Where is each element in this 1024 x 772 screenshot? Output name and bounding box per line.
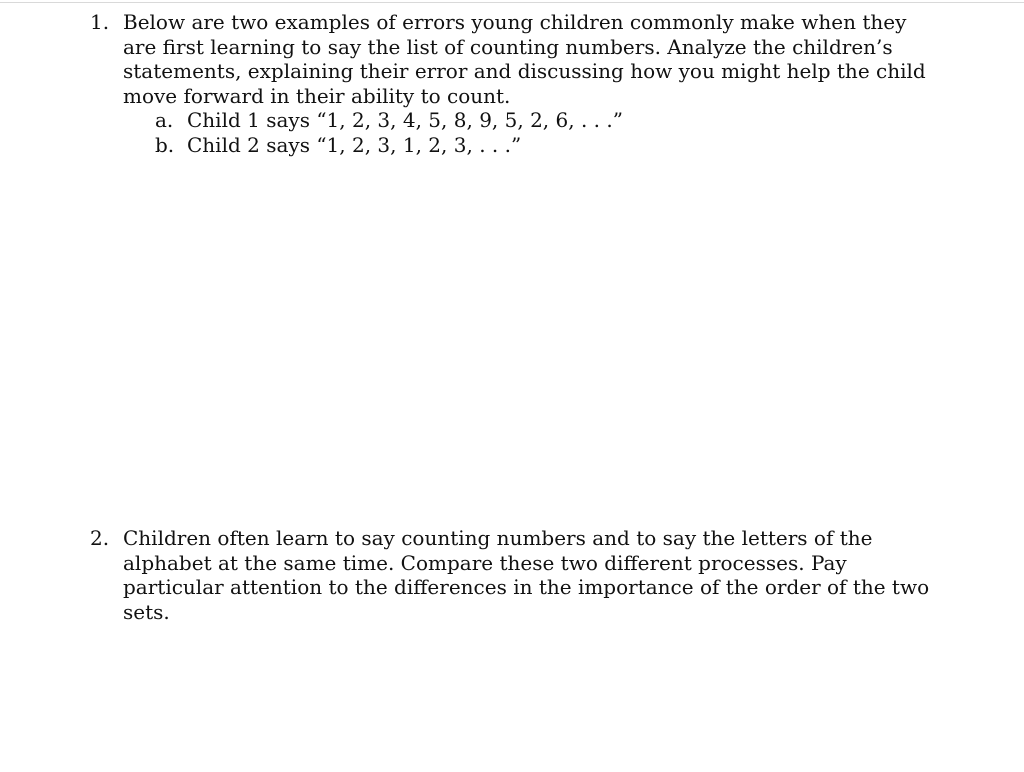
subitem-b bbox=[123, 133, 930, 158]
question-2-text: Children often learn to say counting numbers and to say the letters of the alphabet at the same time. Compare these two different processes. Pay particular attention to the differences in the importance of the order of the two sets. bbox=[123, 526, 930, 624]
question-2-body bbox=[123, 526, 930, 624]
page-top-divider bbox=[0, 2, 1024, 3]
subitem-a-text: Child 1 says “1, 2, 3, 4, 5, 8, 9, 5, 2, 6, . . .” bbox=[187, 108, 623, 133]
question-2-number: 2. bbox=[90, 526, 110, 550]
question-1 bbox=[90, 10, 930, 158]
subitem-a bbox=[123, 108, 930, 133]
subitem-a-letter: a. bbox=[155, 108, 174, 133]
question-1-number: 1. bbox=[90, 10, 110, 34]
question-2 bbox=[90, 526, 930, 624]
question-1-text: Below are two examples of errors young children commonly make when they are first learning to say the list of counting numbers. Analyze the children’s statements, explaining their error and discussing how you might help the child move forward in their ability to count. bbox=[123, 10, 926, 108]
subitem-b-letter: b. bbox=[155, 132, 175, 157]
subitem-b-text: Child 2 says “1, 2, 3, 1, 2, 3, . . .” bbox=[187, 132, 522, 157]
question-1-body bbox=[123, 10, 930, 158]
question-1-subitems bbox=[123, 108, 930, 157]
